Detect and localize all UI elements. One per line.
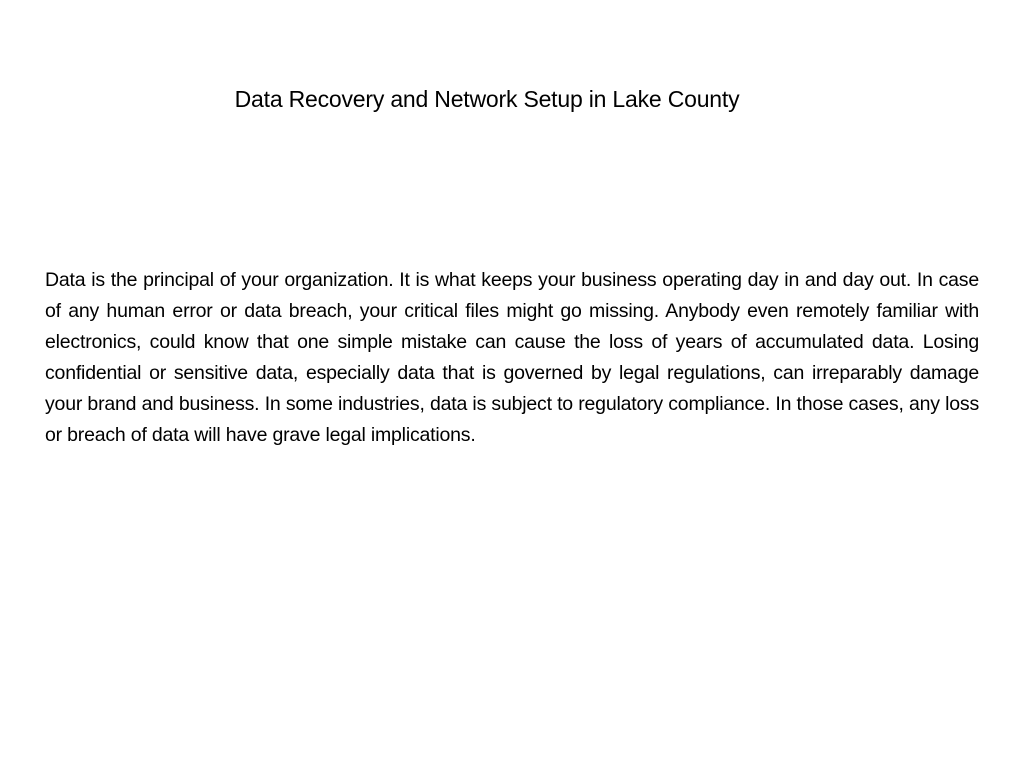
slide-title: Data Recovery and Network Setup in Lake County <box>234 86 740 112</box>
slide-body-text: Data is the principal of your organization. It is what keeps your business operating day in and day out. In case of any human error or data breach, your critical files might go missing. Anybody even remotely familiar with electronics, could know that one simple mistake can cause the loss of years of accumulated data. Losing confidential or sensitive data, especially data that is governed by legal regulations, can irreparably damage your brand and business. In some industries, data is subject to regulatory compliance. In those cases, any loss or breach of data will have grave legal implications. <box>45 269 979 446</box>
